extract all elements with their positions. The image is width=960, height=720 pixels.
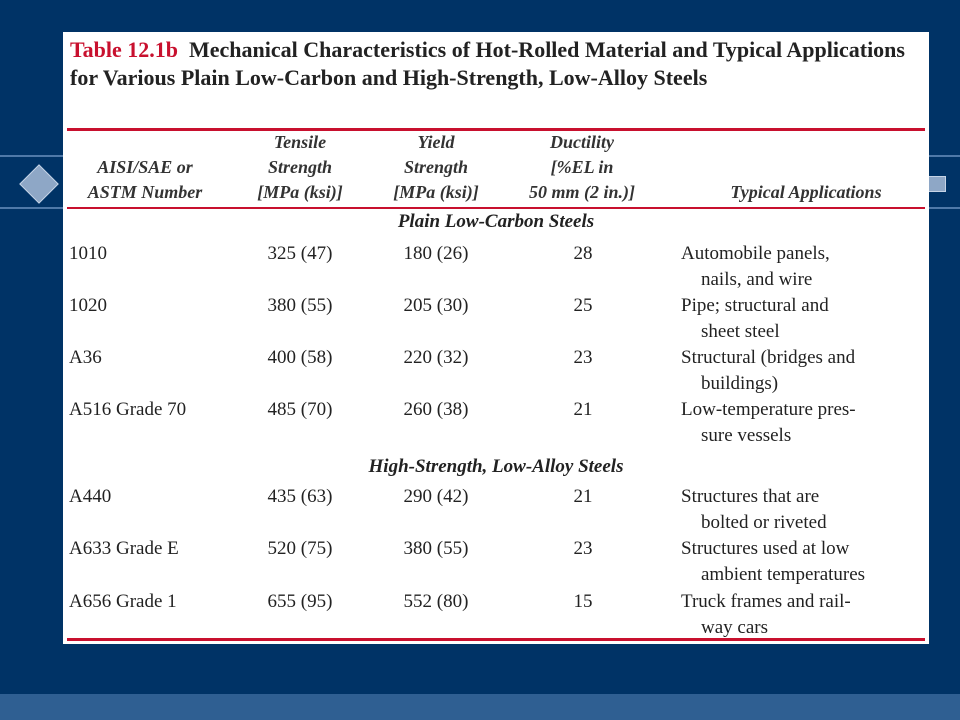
table-row [63, 293, 929, 345]
application-line: Automobile panels, [681, 243, 830, 264]
application-line: Structures that are [681, 486, 820, 507]
footer-band [0, 694, 960, 720]
cell-tensile: 380 (55) [267, 295, 333, 316]
cell-tensile: 655 (95) [267, 591, 333, 612]
cell-tensile: 325 (47) [267, 243, 333, 264]
cell-application [681, 589, 926, 641]
cell-number: A440 [69, 486, 112, 507]
cell-number: 1010 [69, 243, 107, 264]
cell-application [681, 536, 926, 588]
cell-number: A633 Grade E [69, 538, 179, 559]
header-applications: Typical Applications [730, 182, 882, 202]
application-line: Low-temperature pres- [681, 399, 856, 420]
application-line: Structural (bridges and [681, 347, 856, 368]
application-line: bolted or riveted [701, 512, 827, 533]
cell-number: A36 [69, 347, 102, 368]
table-number: Table 12.1b [70, 37, 179, 62]
cell-application [681, 484, 926, 536]
cell-tensile: 520 (75) [267, 538, 333, 559]
application-line: sure vessels [701, 425, 792, 446]
table-row [63, 397, 929, 449]
cell-ductility: 25 [573, 295, 593, 316]
application-line: ambient temperatures [701, 564, 866, 585]
table-row [63, 536, 929, 588]
application-line: Truck frames and rail- [681, 591, 851, 612]
table-bottom-rule [67, 638, 925, 641]
cell-yield: 290 (42) [403, 486, 469, 507]
header-number: AISI/SAE or ASTM Number [87, 157, 203, 202]
table-row [63, 241, 929, 293]
cell-tensile: 435 (63) [267, 486, 333, 507]
cell-application [681, 345, 926, 397]
cell-yield: 552 (80) [403, 591, 469, 612]
cell-number: A516 Grade 70 [69, 399, 187, 420]
table-row [63, 484, 929, 536]
application-line: nails, and wire [701, 269, 813, 290]
table-row [63, 345, 929, 397]
cell-tensile: 485 (70) [267, 399, 333, 420]
cell-application [681, 293, 926, 345]
table-title [70, 36, 920, 92]
header-yield: Yield Strength [MPa (ksi)] [393, 132, 479, 202]
application-line: sheet steel [701, 321, 780, 342]
table-panel [63, 32, 929, 644]
cell-ductility: 23 [573, 538, 593, 559]
cell-yield: 220 (32) [403, 347, 469, 368]
header-tensile: Tensile Strength [MPa (ksi)] [257, 132, 343, 202]
cell-yield: 180 (26) [403, 243, 469, 264]
header-bottom-rule [67, 207, 925, 209]
cell-ductility: 21 [573, 399, 593, 420]
previous-slide-icon[interactable] [19, 164, 59, 204]
group-heading: High-Strength, Low-Alloy Steels [368, 456, 624, 477]
table-row [63, 589, 929, 641]
cell-number: A656 Grade 1 [69, 591, 177, 612]
cell-yield: 205 (30) [403, 295, 469, 316]
cell-ductility: 21 [573, 486, 593, 507]
header-ductility: Ductility [%EL in 50 mm (2 in.)] [529, 132, 635, 202]
cell-application [681, 241, 926, 293]
application-line: buildings) [701, 373, 779, 394]
next-slide-icon[interactable] [926, 176, 946, 192]
cell-yield: 260 (38) [403, 399, 469, 420]
application-line: Structures used at low [681, 538, 850, 559]
group-heading: Plain Low-Carbon Steels [397, 211, 595, 232]
cell-application [681, 397, 926, 449]
table-caption: Mechanical Characteristics of Hot-Rolled Material and Typical Applications for Various Plain Low-Carbon and High-Strength, Low-Alloy Steels [70, 37, 905, 90]
cell-ductility: 28 [573, 243, 593, 264]
application-line: Pipe; structural and [681, 295, 829, 316]
application-line: way cars [701, 617, 768, 638]
cell-tensile: 400 (58) [267, 347, 333, 368]
cell-yield: 380 (55) [403, 538, 469, 559]
cell-ductility: 15 [573, 591, 593, 612]
cell-ductility: 23 [573, 347, 593, 368]
cell-number: 1020 [69, 295, 107, 316]
